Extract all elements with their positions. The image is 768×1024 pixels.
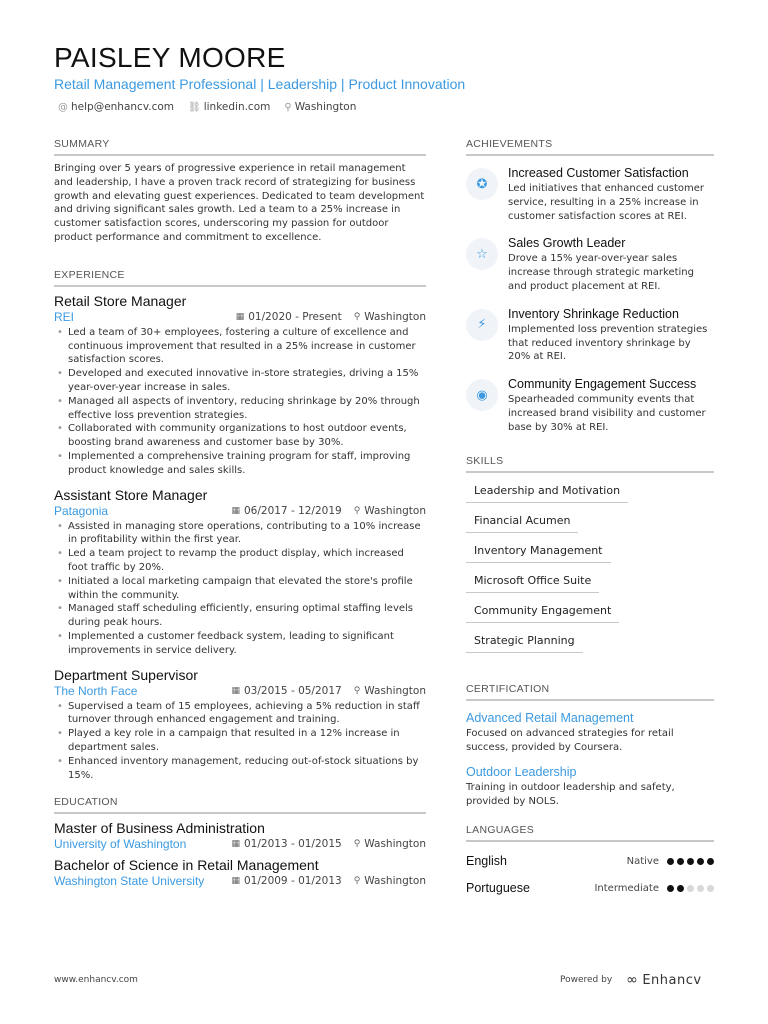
skill-tag: Leadership and Motivation bbox=[466, 480, 628, 503]
achievement-desc: Drove a 15% year-over-year sales increase through strategic marketing and product placement at REI. bbox=[508, 253, 694, 292]
skill-tag: Strategic Planning bbox=[466, 630, 583, 653]
footer-site[interactable]: www.enhancv.com bbox=[54, 975, 138, 985]
skill-tag: Financial Acumen bbox=[466, 510, 578, 533]
job-bullet: • Enhanced inventory management, reducing out-of-stock situations by 15%. bbox=[54, 755, 426, 783]
location-pin-icon: ⚲ bbox=[353, 685, 361, 696]
language-rating bbox=[667, 885, 714, 892]
calendar-icon: ▦ bbox=[231, 685, 240, 696]
summary-text: Bringing over 5 years of progressive experience in retail management and leadership, I have a proven track record of strategizing for business growth and elevating guest experiences. Dedicated to team development and driving significant sales growth. Led a team to a 25% increase in customer satisfaction scores, underscoring my passion for outdoor product performance and commitment to excellence. bbox=[54, 163, 425, 243]
achievement-body bbox=[508, 166, 714, 223]
education-location-text: Washington bbox=[364, 875, 426, 888]
achievement-desc: Led initiatives that enhanced customer service, resulting in a 25% increase in customer satisfaction scores at REI. bbox=[508, 183, 705, 222]
achievement-title: Inventory Shrinkage Reduction bbox=[508, 306, 679, 321]
skill-tag: Inventory Management bbox=[466, 540, 611, 563]
experience-heading: EXPERIENCE bbox=[54, 269, 426, 287]
at-icon: @ bbox=[58, 101, 68, 113]
rating-dot bbox=[677, 858, 684, 865]
job-location-text: Washington bbox=[364, 504, 426, 517]
job-bullet: • Led a team project to revamp the product display, which increased foot traffic by 20%. bbox=[54, 547, 426, 575]
experience-list bbox=[54, 293, 426, 783]
job-bullet: • Collaborated with community organizations to host outdoor events, boosting brand awareness and customer base by 30%. bbox=[54, 422, 426, 450]
job-location bbox=[354, 685, 426, 697]
job-dates-text: 03/2015 - 05/2017 bbox=[243, 684, 342, 697]
summary-heading: SUMMARY bbox=[54, 138, 426, 156]
certification-title[interactable]: Advanced Retail Management bbox=[466, 710, 634, 725]
education-meta bbox=[54, 874, 426, 888]
contact-item[interactable] bbox=[58, 101, 174, 113]
achievements-list bbox=[466, 166, 714, 435]
job-meta bbox=[54, 504, 426, 518]
education-meta-right bbox=[231, 838, 426, 850]
certification-desc: Focused on advanced strategies for retail success, provided by Coursera. bbox=[466, 727, 674, 754]
calendar-icon: ▦ bbox=[231, 505, 240, 516]
job-meta bbox=[54, 684, 426, 698]
certification-item bbox=[466, 711, 714, 756]
job-bullet: • Implemented a comprehensive training program for staff, improving product knowledge and sales skills. bbox=[54, 450, 426, 478]
left-column bbox=[54, 138, 426, 894]
achievement-title: Sales Growth Leader bbox=[508, 236, 626, 251]
location-pin-icon: ⚲ bbox=[353, 839, 361, 850]
job-dates bbox=[236, 311, 342, 323]
skills-list bbox=[466, 479, 714, 659]
skill-row bbox=[466, 629, 714, 659]
job-location-text: Washington bbox=[364, 310, 426, 323]
link-icon: ⛓ bbox=[188, 101, 201, 113]
award-icon: ✪ bbox=[466, 168, 498, 200]
location-pin-icon: ⚲ bbox=[353, 505, 361, 516]
achievements-heading: ACHIEVEMENTS bbox=[466, 138, 714, 156]
skill-row bbox=[466, 599, 714, 629]
job-bullet: • Played a key role in a campaign that resulted in a 12% increase in department sales. bbox=[54, 727, 426, 755]
company-name[interactable]: Patagonia bbox=[54, 503, 109, 518]
achievement-item bbox=[466, 236, 714, 293]
education-meta-right bbox=[231, 875, 426, 887]
skill-row bbox=[466, 509, 714, 539]
job-bullet: • Initiated a local marketing campaign that elevated the store's profile within the community. bbox=[54, 575, 426, 603]
job-bullet: • Developed and executed innovative in-store strategies, driving a 15% year-over-year increase in sales. bbox=[54, 367, 426, 395]
degree-title: Master of Business Administration bbox=[54, 820, 265, 837]
job-bullets bbox=[54, 520, 426, 658]
rating-dot bbox=[667, 885, 674, 892]
calendar-icon: ▦ bbox=[235, 311, 245, 322]
language-name: Portuguese bbox=[466, 881, 530, 896]
location-pin-icon: ⚲ bbox=[353, 876, 361, 887]
contact-text: linkedin.com bbox=[203, 101, 271, 113]
job-bullet: • Managed staff scheduling efficiently, ensuring optimal staffing levels during peak hours. bbox=[54, 602, 426, 630]
language-level: Intermediate bbox=[594, 882, 659, 894]
language-proficiency bbox=[627, 856, 714, 867]
job-entry bbox=[54, 667, 426, 783]
certification-desc: Training in outdoor leadership and safety, provided by NOLS. bbox=[466, 781, 675, 808]
job-entry bbox=[54, 487, 426, 658]
skills-heading: SKILLS bbox=[466, 455, 714, 473]
skill-tag: Microsoft Office Suite bbox=[466, 570, 599, 593]
calendar-icon: ▦ bbox=[231, 876, 240, 887]
job-location bbox=[354, 311, 426, 323]
achievement-body bbox=[508, 307, 714, 364]
skill-tag: Community Engagement bbox=[466, 600, 619, 623]
language-item bbox=[466, 848, 714, 875]
job-dates-text: 01/2020 - Present bbox=[248, 310, 342, 323]
language-name: English bbox=[466, 854, 507, 869]
skill-row bbox=[466, 479, 714, 509]
education-heading: EDUCATION bbox=[54, 796, 426, 814]
education-dates bbox=[231, 838, 341, 850]
language-item bbox=[466, 875, 714, 902]
footer-brand bbox=[560, 972, 702, 988]
job-dates-text: 06/2017 - 12/2019 bbox=[243, 504, 342, 517]
job-location-text: Washington bbox=[364, 684, 426, 697]
job-meta bbox=[54, 310, 426, 324]
achievement-item bbox=[466, 166, 714, 223]
education-list bbox=[54, 820, 426, 888]
languages-list bbox=[466, 848, 714, 902]
education-location bbox=[354, 875, 426, 887]
contact-list bbox=[58, 101, 356, 113]
achievement-desc: Implemented loss prevention strategies that reduced inventory shrinkage by 20% at REI. bbox=[508, 323, 708, 363]
education-dates-text: 01/2009 - 01/2013 bbox=[243, 875, 342, 888]
education-entry bbox=[54, 857, 426, 888]
job-title: Retail Store Manager bbox=[54, 292, 187, 309]
enhancv-logo-icon: ∞ bbox=[626, 972, 639, 988]
rating-dot bbox=[687, 858, 694, 865]
skill-row bbox=[466, 539, 714, 569]
job-location bbox=[354, 505, 426, 517]
contact-item[interactable] bbox=[284, 101, 356, 113]
rating-dot bbox=[667, 858, 674, 865]
education-dates-text: 01/2013 - 01/2015 bbox=[243, 838, 342, 851]
location-icon: ⚲ bbox=[284, 101, 292, 113]
rating-dot bbox=[687, 885, 694, 892]
certification-list bbox=[466, 711, 714, 810]
skill-row bbox=[466, 569, 714, 599]
education-entry bbox=[54, 820, 426, 851]
rating-dot bbox=[697, 885, 704, 892]
job-bullet: • Supervised a team of 15 employees, achieving a 5% reduction in staff turnover through enhanced engagement and training. bbox=[54, 700, 426, 728]
job-entry bbox=[54, 293, 426, 478]
achievement-item bbox=[466, 307, 714, 364]
education-location bbox=[354, 838, 426, 850]
location-pin-icon: ⚲ bbox=[353, 311, 361, 322]
school-name[interactable]: University of Washington bbox=[54, 837, 187, 852]
contact-text: Washington bbox=[294, 101, 357, 113]
job-meta-right bbox=[236, 311, 426, 323]
resume-name: PAISLEY MOORE bbox=[54, 42, 286, 73]
job-title: Department Supervisor bbox=[54, 666, 198, 683]
education-dates bbox=[231, 875, 341, 887]
rating-dot bbox=[677, 885, 684, 892]
job-bullet: • Assisted in managing store operations, contributing to a 10% increase in profitability within the first year. bbox=[54, 520, 426, 548]
job-bullet: • Managed all aspects of inventory, reducing shrinkage by 20% through effective loss prevention strategies. bbox=[54, 395, 426, 423]
powered-by-label: Powered by bbox=[560, 975, 613, 985]
contact-item[interactable] bbox=[188, 101, 270, 113]
magic-wand-icon: ⚡ bbox=[466, 309, 498, 341]
resume-tagline: Retail Management Professional | Leadership | Product Innovation bbox=[54, 76, 466, 92]
achievement-item bbox=[466, 377, 714, 434]
language-level: Native bbox=[626, 855, 659, 867]
bullhorn-icon: ◉ bbox=[466, 379, 498, 411]
right-column bbox=[466, 138, 714, 902]
contact-text: help@enhancv.com bbox=[71, 101, 174, 113]
job-title: Assistant Store Manager bbox=[54, 486, 208, 503]
rating-dot bbox=[697, 858, 704, 865]
achievement-desc: Spearheaded community events that increased brand visibility and customer base by 30% at REI. bbox=[508, 394, 706, 433]
company-name[interactable]: REI bbox=[54, 309, 75, 324]
job-meta-right bbox=[231, 505, 426, 517]
languages-heading: LANGUAGES bbox=[466, 824, 714, 842]
language-proficiency bbox=[594, 883, 714, 894]
achievement-title: Community Engagement Success bbox=[508, 377, 697, 392]
language-rating bbox=[667, 858, 714, 865]
job-bullet: • Implemented a customer feedback system, leading to significant improvements in service delivery. bbox=[54, 630, 426, 658]
school-name[interactable]: Washington State University bbox=[54, 874, 205, 889]
education-meta bbox=[54, 837, 426, 851]
rating-dot bbox=[707, 858, 714, 865]
achievement-body bbox=[508, 236, 714, 293]
job-bullets bbox=[54, 326, 426, 478]
rating-dot bbox=[707, 885, 714, 892]
certification-heading: CERTIFICATION bbox=[466, 683, 714, 701]
certification-title[interactable]: Outdoor Leadership bbox=[466, 764, 577, 779]
job-bullet: • Led a team of 30+ employees, fostering a culture of excellence and continuous improvement that resulted in a 25% increase in customer satisfaction scores. bbox=[54, 326, 426, 367]
calendar-icon: ▦ bbox=[231, 839, 240, 850]
degree-title: Bachelor of Science in Retail Management bbox=[54, 857, 319, 874]
job-meta-right bbox=[231, 685, 426, 697]
job-dates bbox=[231, 505, 341, 517]
enhancv-logo[interactable] bbox=[626, 972, 701, 988]
job-bullets bbox=[54, 700, 426, 783]
education-location-text: Washington bbox=[364, 838, 426, 851]
company-name[interactable]: The North Face bbox=[54, 683, 138, 698]
certification-item bbox=[466, 765, 714, 810]
job-dates bbox=[231, 685, 341, 697]
enhancv-brand-text: Enhancv bbox=[642, 972, 702, 988]
achievement-title: Increased Customer Satisfaction bbox=[508, 166, 689, 180]
star-icon: ☆ bbox=[466, 238, 498, 270]
achievement-body bbox=[508, 377, 714, 434]
